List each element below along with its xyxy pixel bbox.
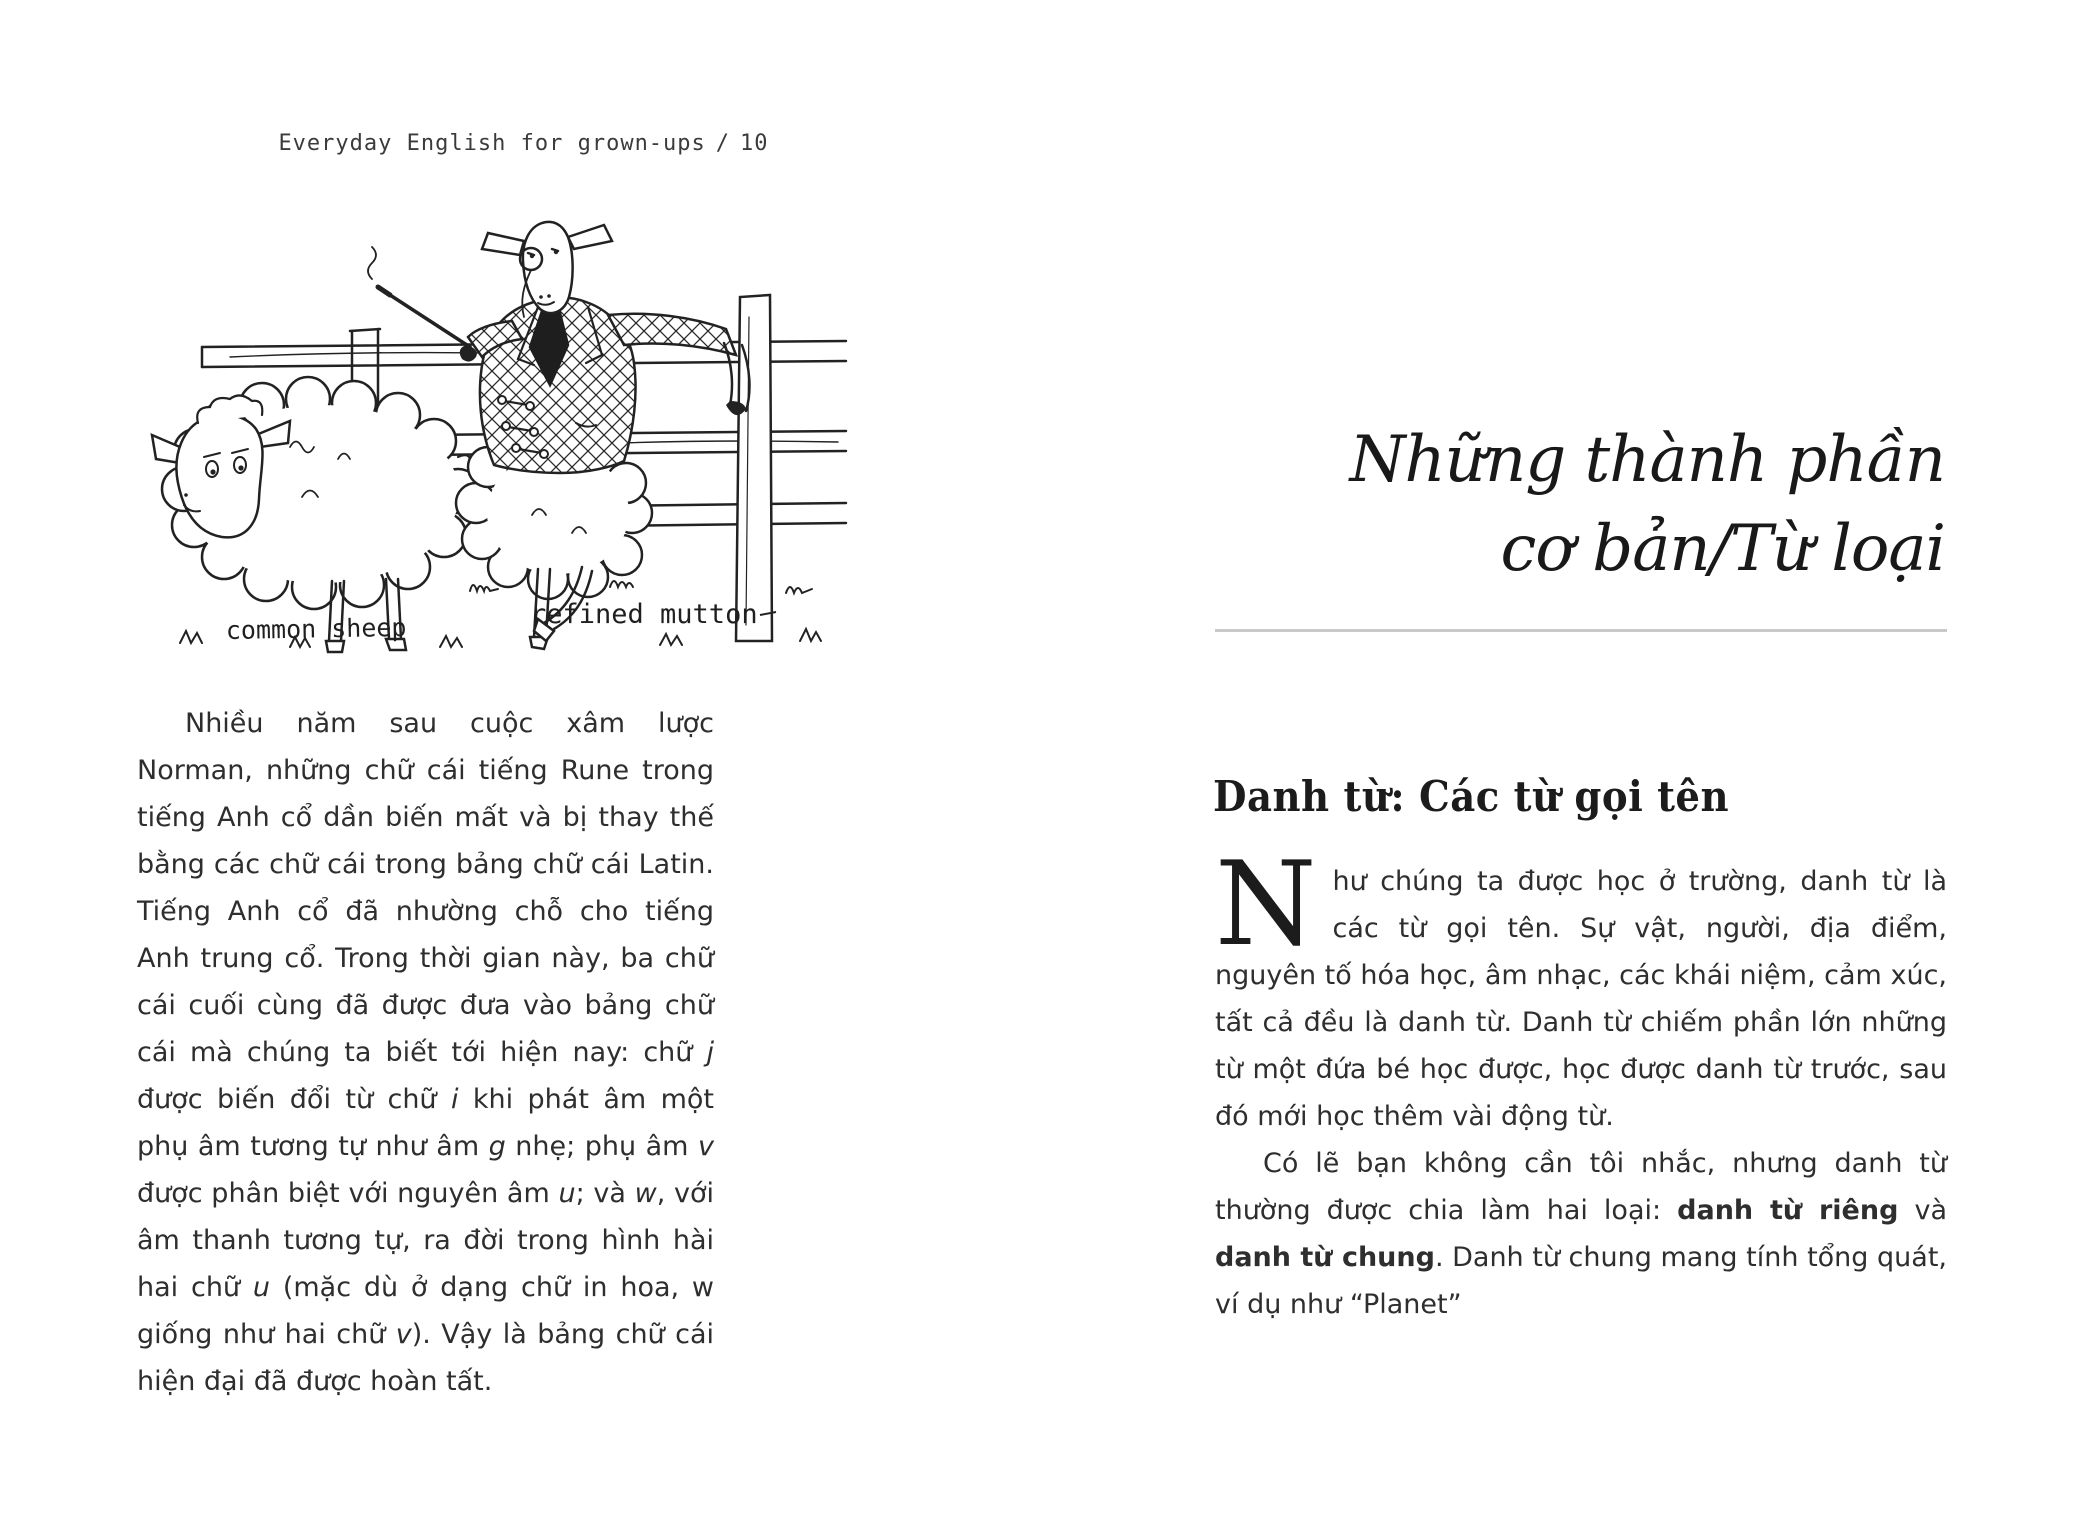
text-run: hư chúng ta được học ở trường, danh từ là các từ gọi tên. Sự vật, người, địa điểm, nguyên tố hóa học, âm nhạc, các khái niệm, cảm xúc, tất cả đều là danh từ. Danh từ chiếm phần lớn những từ một đứa bé học được, học được danh từ trước, sau đó mới học thêm vài động từ.	[1215, 866, 1947, 1132]
text-run: danh từ riêng	[1677, 1195, 1899, 1226]
text-run: i	[450, 1084, 459, 1115]
text-run: . Danh từ chung mang tính tổng quát, ví dụ như “Planet”	[1215, 1242, 1947, 1320]
text-run: được biến đổi từ chữ	[137, 1084, 451, 1115]
noun-intro-paragraph	[1215, 837, 1947, 1140]
page-right	[1048, 0, 2095, 1528]
text-run: u	[252, 1272, 270, 1303]
text-run: ). Vậy là bảng chữ cái hiện đại đã được hoàn tất.	[137, 1319, 714, 1397]
sheep-cartoon-illustration	[140, 195, 860, 675]
mutton-head	[482, 222, 612, 317]
noun-types-paragraph	[1215, 1140, 1947, 1328]
text-run: j	[706, 1037, 714, 1068]
text-run: khi phát âm một phụ âm tương tự như âm	[137, 1084, 714, 1162]
left-paragraph	[137, 700, 714, 1405]
dropcap-letter: N	[1215, 837, 1317, 972]
chapter-title-line1: Những thành phần	[1349, 423, 1945, 497]
text-run: v	[395, 1319, 412, 1350]
text-run: ; và	[575, 1178, 635, 1209]
running-header-page-number: 10	[740, 131, 769, 156]
running-header-title: Everyday English for grown-ups	[278, 131, 706, 156]
text-run: u	[558, 1178, 576, 1209]
text-run: Nhiều năm sau cuộc xâm lược Norman, những chữ cái tiếng Rune trong tiếng Anh cổ dần biến mất và bị thay thế bằng các chữ cái trong bảng chữ cái Latin. Tiếng Anh cổ đã nhường chỗ cho tiếng Anh trung cổ. Trong thời gian này, ba chữ cái cuối cùng đã được đưa vào bảng chữ cái mà chúng ta biết tới hiện nay: chữ	[137, 708, 714, 1068]
text-run: nhẹ; phụ âm	[505, 1131, 699, 1162]
common-sheep-figure	[152, 377, 480, 652]
mutton-jacket	[468, 297, 749, 473]
text-run: , với âm thanh tương tự, ra đời trong hình hài hai chữ	[137, 1178, 714, 1303]
illustration-label-common-sheep: common sheep	[225, 612, 407, 645]
text-run: (mặc dù ở dạng chữ in hoa, w giống như hai chữ	[137, 1272, 714, 1350]
text-run: v	[698, 1131, 714, 1162]
right-body	[1215, 837, 1947, 1328]
text-run: danh từ chung	[1215, 1242, 1435, 1273]
illustration-label-refined-mutton: refined mutton	[530, 599, 758, 630]
text-run: w	[634, 1178, 657, 1209]
page-left	[0, 0, 1047, 1528]
title-divider-rule	[1215, 629, 1947, 632]
chapter-title-line2: cơ bản/Từ loại	[1500, 512, 1945, 586]
text-run: Có lẽ bạn không cần tôi nhắc, nhưng danh từ thường được chia làm hai loại:	[1215, 1148, 1947, 1226]
text-run: g	[488, 1131, 506, 1162]
text-run: và	[1898, 1195, 1947, 1226]
text-run: được phân biệt với nguyên âm	[137, 1178, 559, 1209]
running-header	[0, 131, 1047, 156]
chapter-title	[1148, 416, 1945, 594]
section-heading: Danh từ: Các từ gọi tên	[1213, 772, 1730, 821]
running-header-separator: /	[715, 131, 731, 156]
